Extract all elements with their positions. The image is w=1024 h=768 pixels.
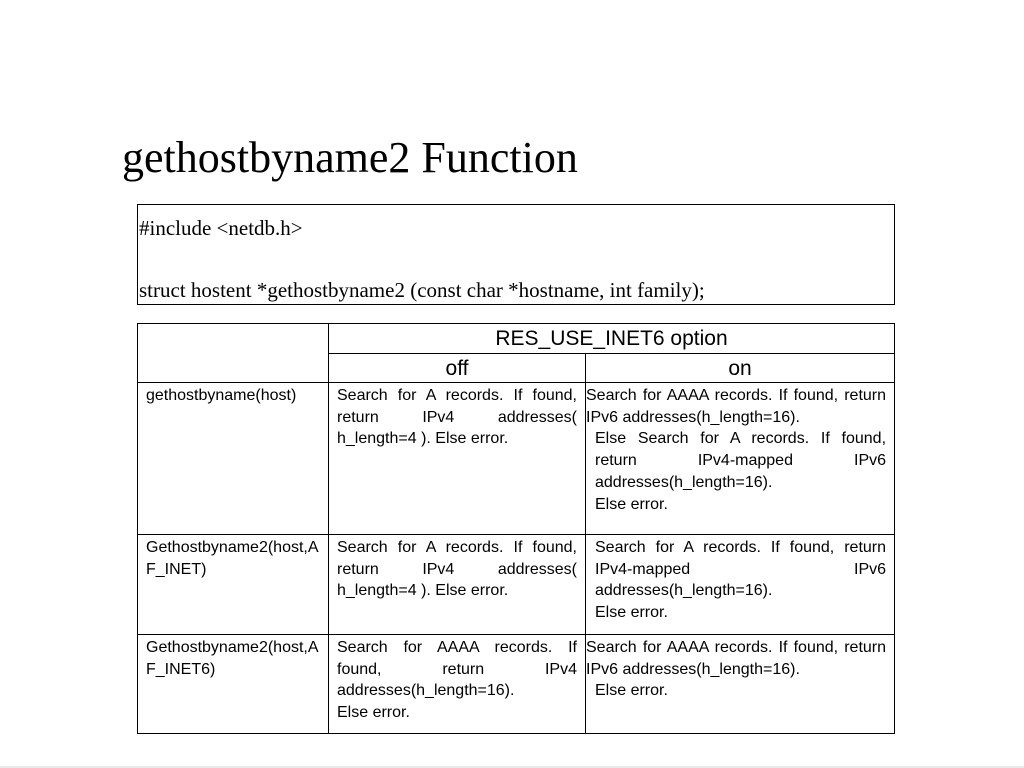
on-text: Else error. xyxy=(595,495,668,513)
off-cell xyxy=(329,383,586,535)
off-text: Search for A records. If found, return IPv4 addresses( h_length=4 ). Else error. xyxy=(337,387,577,448)
corner-cell xyxy=(138,324,329,383)
on-text: Else error. xyxy=(595,604,668,622)
table-row xyxy=(138,635,895,734)
off-text: Search for A records. If found, return IPv4 addresses( h_length=4 ). Else error. xyxy=(337,539,577,600)
off-text: Search for AAAA records. If found, return IPv4 addresses(h_length=16). xyxy=(337,639,577,700)
off-text: Else error. xyxy=(337,704,410,722)
function-name-cell: Gethostbyname2(host,AF_INET) xyxy=(138,535,329,635)
on-header: on xyxy=(586,354,895,383)
table-row xyxy=(138,535,895,635)
option-header: RES_USE_INET6 option xyxy=(329,324,895,354)
include-line: #include <netdb.h> xyxy=(139,216,303,240)
on-cell xyxy=(586,535,895,635)
on-text: Else error. xyxy=(595,682,668,700)
options-table xyxy=(137,323,895,734)
on-text: Else Search for A records. If found, return IPv4-mapped IPv6 addresses(h_length=16). xyxy=(595,430,887,491)
off-cell xyxy=(329,535,586,635)
on-text: Search for AAAA records. If found, return IPv6 addresses(h_length=16). xyxy=(586,639,887,678)
off-cell xyxy=(329,635,586,734)
function-name-cell: Gethostbyname2(host,AF_INET6) xyxy=(138,635,329,734)
on-cell xyxy=(586,635,895,734)
slide-title: gethostbyname2 Function xyxy=(122,133,578,182)
on-text: Search for AAAA records. If found, return IPv6 addresses(h_length=16). xyxy=(586,387,887,426)
function-name-cell: gethostbyname(host) xyxy=(138,383,329,535)
on-cell xyxy=(586,383,895,535)
function-signature-box xyxy=(137,204,895,305)
prototype-line: struct hostent *gethostbyname2 (const char *hostname, int family); xyxy=(139,278,705,302)
off-header: off xyxy=(329,354,586,383)
table-row xyxy=(138,383,895,535)
on-text: Search for A records. If found, return IPv4-mapped IPv6 addresses(h_length=16). xyxy=(595,539,887,600)
